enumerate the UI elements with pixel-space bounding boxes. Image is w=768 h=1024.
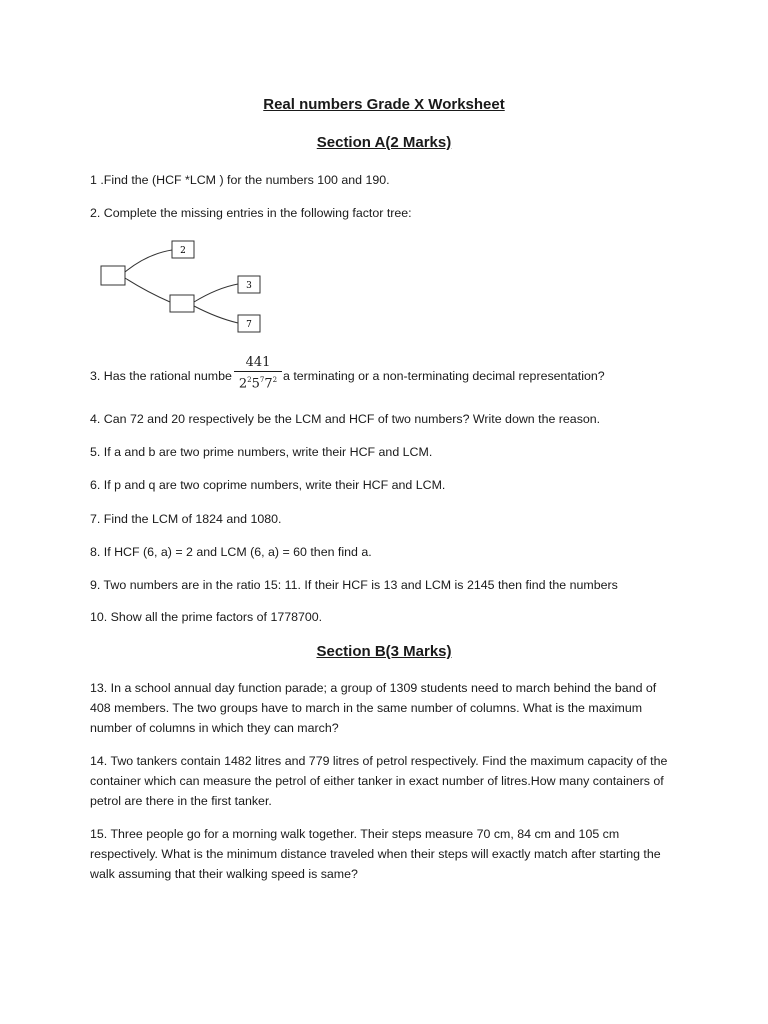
question-15: 15. Three people go for a morning walk together. Their steps measure 70 cm, 84 cm and 105 cm respectively. What is the minimum distance traveled when their steps will exactly match after starting the walk assuming that their walking speed is same?: [90, 827, 661, 881]
factor-tree-label-2: 2: [180, 246, 186, 256]
question-13: 13. In a school annual day function parade; a group of 1309 students need to march behind the band of 408 members. The two groups have to march in the same number of columns. What is the maximum number of columns in which they can march?: [90, 681, 657, 735]
question-2: 2. Complete the missing entries in the following factor tree:: [90, 206, 412, 220]
question-3-suffix: a terminating or a non-terminating decimal representation?: [283, 369, 605, 383]
question-3-fraction: [234, 355, 282, 392]
question-5: 5. If a and b are two prime numbers, write their HCF and LCM.: [90, 445, 433, 459]
section-a-heading: Section A(2 Marks): [316, 134, 452, 151]
factor-tree-diagram: [92, 236, 272, 342]
question-7: 7. Find the LCM of 1824 and 1080.: [90, 512, 282, 526]
section-b-heading: Section B(3 Marks): [316, 643, 452, 660]
question-6: 6. If p and q are two coprime numbers, write their HCF and LCM.: [90, 478, 446, 492]
factor-tree-mid-box: [170, 295, 194, 312]
factor-tree-root-box: [101, 266, 125, 285]
question-8: 8. If HCF (6, a) = 2 and LCM (6, a) = 60 then find a.: [90, 545, 372, 559]
question-3-prefix: 3. Has the rational numbe: [90, 369, 232, 383]
question-1: 1 .Find the (HCF *LCM ) for the numbers 100 and 190.: [90, 173, 390, 187]
factor-tree-label-3: 3: [246, 281, 252, 291]
fraction-denominator: $2^25^77^2$: [234, 371, 282, 392]
question-10: 10. Show all the prime factors of 1778700.: [90, 610, 323, 624]
fraction-numerator: 441: [245, 355, 271, 370]
worksheet-title: Real numbers Grade X Worksheet: [263, 96, 505, 113]
question-9: 9. Two numbers are in the ratio 15: 11. If their HCF is 13 and LCM is 2145 then find the numbers: [90, 578, 618, 592]
question-14: 14. Two tankers contain 1482 litres and 779 litres of petrol respectively. Find the maximum capacity of the container which can measure the petrol of either tanker in exact number of litres.How many containers of petrol are there in the first tanker.: [90, 754, 668, 808]
factor-tree-label-7: 7: [246, 320, 252, 330]
question-4: 4. Can 72 and 20 respectively be the LCM and HCF of two numbers? Write down the reason.: [90, 412, 601, 426]
